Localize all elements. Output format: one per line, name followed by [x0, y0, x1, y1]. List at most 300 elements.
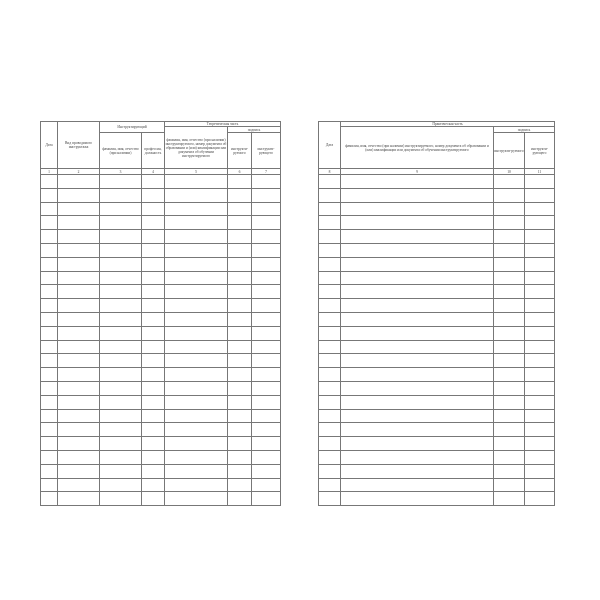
- table-row: [319, 381, 555, 395]
- table-row: [319, 395, 555, 409]
- table-cell: [58, 464, 100, 478]
- table-cell: [341, 257, 494, 271]
- table-cell: [525, 409, 555, 423]
- table-cell: [165, 271, 228, 285]
- table-cell: [165, 354, 228, 368]
- table-cell: [341, 437, 494, 451]
- date-header: Дата: [41, 122, 58, 169]
- table-cell: [58, 271, 100, 285]
- table-cell: [252, 326, 281, 340]
- table-cell: [494, 216, 525, 230]
- table-cell: [341, 354, 494, 368]
- table-cell: [525, 216, 555, 230]
- table-cell: [525, 299, 555, 313]
- table-cell: [341, 216, 494, 230]
- instructor-group-header: Инструктирующий: [100, 122, 165, 133]
- table-cell: [142, 271, 165, 285]
- table-cell: [319, 464, 341, 478]
- table-cell: [341, 299, 494, 313]
- table-row: [41, 409, 281, 423]
- table-cell: [142, 257, 165, 271]
- theory-part-header: Теоретическая часть: [165, 122, 281, 127]
- table-cell: [142, 312, 165, 326]
- table-cell: [142, 450, 165, 464]
- table-cell: [165, 175, 228, 189]
- table-cell: [100, 340, 142, 354]
- table-cell: [341, 285, 494, 299]
- table-cell: [58, 368, 100, 382]
- table-cell: [165, 230, 228, 244]
- table-cell: [228, 464, 252, 478]
- table-cell: [525, 464, 555, 478]
- table-cell: [341, 464, 494, 478]
- table-cell: [525, 243, 555, 257]
- table-cell: [100, 243, 142, 257]
- table-cell: [252, 285, 281, 299]
- table-cell: [252, 492, 281, 506]
- table-cell: [142, 340, 165, 354]
- table-cell: [41, 368, 58, 382]
- table-cell: [494, 312, 525, 326]
- table-row: [41, 188, 281, 202]
- table-cell: [341, 312, 494, 326]
- table-cell: [100, 409, 142, 423]
- table-cell: [252, 188, 281, 202]
- table-cell: [58, 312, 100, 326]
- table-cell: [165, 381, 228, 395]
- table-cell: [100, 285, 142, 299]
- table-cell: [100, 354, 142, 368]
- table-cell: [165, 368, 228, 382]
- table-row: [319, 464, 555, 478]
- table-cell: [41, 202, 58, 216]
- practice-log-rows: [319, 175, 555, 506]
- table-cell: [525, 478, 555, 492]
- col-number: 11: [525, 169, 555, 175]
- table-cell: [341, 368, 494, 382]
- table-row: [319, 243, 555, 257]
- table-cell: [100, 312, 142, 326]
- table-cell: [525, 381, 555, 395]
- theory-log-table: [40, 121, 281, 506]
- table-cell: [228, 271, 252, 285]
- table-cell: [100, 423, 142, 437]
- table-cell: [41, 257, 58, 271]
- table-cell: [319, 478, 341, 492]
- table-cell: [41, 312, 58, 326]
- table-row: [319, 478, 555, 492]
- table-cell: [494, 409, 525, 423]
- instruction-type-header: Вид проводимого инструктажа: [58, 122, 100, 169]
- table-row: [319, 340, 555, 354]
- table-cell: [142, 492, 165, 506]
- table-row: [319, 492, 555, 506]
- table-cell: [319, 271, 341, 285]
- table-row: [41, 478, 281, 492]
- table-cell: [41, 188, 58, 202]
- table-cell: [525, 326, 555, 340]
- table-cell: [41, 381, 58, 395]
- table-cell: [100, 299, 142, 313]
- table-cell: [494, 492, 525, 506]
- trainee-info-header: фамилия, имя, отчество (при наличии) инструктируемого, номер документа об образовании и (или) квалификации или документа об обучении инструктируемого: [165, 127, 228, 169]
- table-cell: [494, 299, 525, 313]
- table-cell: [252, 450, 281, 464]
- table-cell: [228, 395, 252, 409]
- table-row: [41, 450, 281, 464]
- table-row: [41, 368, 281, 382]
- table-cell: [100, 368, 142, 382]
- table-cell: [165, 423, 228, 437]
- table-cell: [341, 409, 494, 423]
- table-cell: [100, 395, 142, 409]
- table-cell: [165, 409, 228, 423]
- table-cell: [100, 271, 142, 285]
- table-row: [319, 299, 555, 313]
- table-cell: [341, 175, 494, 189]
- table-cell: [252, 271, 281, 285]
- table-cell: [494, 243, 525, 257]
- table-cell: [228, 450, 252, 464]
- table-row: [319, 175, 555, 189]
- table-cell: [341, 188, 494, 202]
- table-cell: [142, 368, 165, 382]
- table-cell: [252, 409, 281, 423]
- table-cell: [41, 409, 58, 423]
- table-cell: [494, 354, 525, 368]
- table-cell: [165, 299, 228, 313]
- table-cell: [252, 243, 281, 257]
- table-cell: [41, 271, 58, 285]
- table-row: [41, 299, 281, 313]
- table-cell: [525, 175, 555, 189]
- table-cell: [319, 188, 341, 202]
- table-cell: [41, 437, 58, 451]
- table-cell: [58, 188, 100, 202]
- table-cell: [165, 202, 228, 216]
- table-cell: [165, 257, 228, 271]
- table-cell: [165, 478, 228, 492]
- table-cell: [58, 450, 100, 464]
- table-cell: [525, 395, 555, 409]
- table-row: [319, 216, 555, 230]
- signature-group-header: подпись: [494, 127, 555, 133]
- table-cell: [494, 257, 525, 271]
- table-cell: [228, 381, 252, 395]
- table-cell: [494, 423, 525, 437]
- table-cell: [319, 450, 341, 464]
- instructor-name-header: фамилия, имя, отчество (при наличии): [100, 133, 142, 169]
- left-page: [40, 121, 280, 475]
- table-cell: [525, 354, 555, 368]
- table-row: [41, 230, 281, 244]
- table-cell: [525, 230, 555, 244]
- table-row: [41, 285, 281, 299]
- table-row: [319, 312, 555, 326]
- table-cell: [228, 478, 252, 492]
- table-cell: [58, 381, 100, 395]
- table-row: [41, 312, 281, 326]
- table-row: [41, 175, 281, 189]
- table-cell: [165, 285, 228, 299]
- table-cell: [319, 299, 341, 313]
- table-cell: [100, 188, 142, 202]
- col-number: 7: [252, 169, 281, 175]
- table-cell: [228, 368, 252, 382]
- table-cell: [228, 188, 252, 202]
- table-cell: [165, 464, 228, 478]
- table-cell: [41, 230, 58, 244]
- table-cell: [142, 409, 165, 423]
- table-cell: [142, 230, 165, 244]
- table-cell: [41, 299, 58, 313]
- table-cell: [41, 423, 58, 437]
- table-cell: [100, 257, 142, 271]
- table-cell: [165, 312, 228, 326]
- table-cell: [494, 202, 525, 216]
- table-cell: [228, 230, 252, 244]
- table-cell: [252, 464, 281, 478]
- table-cell: [41, 478, 58, 492]
- table-cell: [58, 395, 100, 409]
- table-cell: [100, 478, 142, 492]
- table-row: [41, 395, 281, 409]
- practical-part-header: Практическая часть: [341, 122, 555, 127]
- table-cell: [41, 326, 58, 340]
- table-cell: [525, 437, 555, 451]
- table-cell: [494, 340, 525, 354]
- table-cell: [494, 395, 525, 409]
- table-cell: [494, 478, 525, 492]
- instructor-position-header: профессия, должность: [142, 133, 165, 169]
- table-row: [41, 437, 281, 451]
- table-cell: [252, 354, 281, 368]
- table-cell: [58, 243, 100, 257]
- table-cell: [41, 450, 58, 464]
- table-cell: [494, 368, 525, 382]
- table-cell: [319, 423, 341, 437]
- table-cell: [341, 478, 494, 492]
- table-cell: [341, 450, 494, 464]
- table-cell: [58, 175, 100, 189]
- table-cell: [100, 216, 142, 230]
- table-cell: [100, 492, 142, 506]
- table-cell: [252, 230, 281, 244]
- table-row: [319, 230, 555, 244]
- col-number: 1: [41, 169, 58, 175]
- table-row: [41, 354, 281, 368]
- table-cell: [228, 312, 252, 326]
- table-cell: [228, 202, 252, 216]
- table-cell: [100, 230, 142, 244]
- table-cell: [525, 368, 555, 382]
- table-cell: [319, 312, 341, 326]
- table-cell: [228, 216, 252, 230]
- table-row: [41, 243, 281, 257]
- table-cell: [494, 381, 525, 395]
- table-cell: [319, 368, 341, 382]
- table-cell: [142, 188, 165, 202]
- table-cell: [58, 299, 100, 313]
- table-cell: [58, 216, 100, 230]
- table-cell: [228, 285, 252, 299]
- table-cell: [165, 492, 228, 506]
- table-cell: [228, 354, 252, 368]
- table-cell: [252, 257, 281, 271]
- table-cell: [228, 492, 252, 506]
- table-cell: [252, 437, 281, 451]
- table-cell: [58, 492, 100, 506]
- table-cell: [165, 450, 228, 464]
- table-cell: [165, 340, 228, 354]
- table-cell: [525, 257, 555, 271]
- right-page: [318, 121, 554, 475]
- sig-instructed-header: инструкти-руемого: [494, 133, 525, 169]
- table-cell: [525, 271, 555, 285]
- table-cell: [142, 464, 165, 478]
- table-cell: [252, 340, 281, 354]
- table-cell: [100, 202, 142, 216]
- table-cell: [58, 326, 100, 340]
- sig-instructed-header: инструкти-руемого: [228, 133, 252, 169]
- table-cell: [319, 175, 341, 189]
- table-cell: [252, 202, 281, 216]
- table-cell: [228, 243, 252, 257]
- table-cell: [319, 409, 341, 423]
- sig-instructing-header: инструкти-рующего: [252, 133, 281, 169]
- table-cell: [41, 285, 58, 299]
- table-row: [41, 326, 281, 340]
- table-cell: [341, 395, 494, 409]
- table-cell: [252, 368, 281, 382]
- table-cell: [142, 423, 165, 437]
- table-cell: [100, 175, 142, 189]
- table-cell: [319, 326, 341, 340]
- table-row: [319, 423, 555, 437]
- table-cell: [319, 202, 341, 216]
- table-cell: [252, 423, 281, 437]
- table-cell: [228, 437, 252, 451]
- table-cell: [252, 381, 281, 395]
- table-cell: [525, 285, 555, 299]
- table-cell: [341, 243, 494, 257]
- table-cell: [494, 437, 525, 451]
- table-cell: [165, 188, 228, 202]
- table-cell: [58, 478, 100, 492]
- table-cell: [525, 188, 555, 202]
- table-cell: [252, 216, 281, 230]
- table-cell: [228, 409, 252, 423]
- table-cell: [58, 354, 100, 368]
- table-cell: [341, 326, 494, 340]
- table-cell: [58, 437, 100, 451]
- table-cell: [142, 216, 165, 230]
- table-row: [319, 354, 555, 368]
- table-cell: [142, 285, 165, 299]
- table-cell: [525, 450, 555, 464]
- table-cell: [525, 312, 555, 326]
- table-cell: [494, 271, 525, 285]
- date-header: Дата: [319, 122, 341, 169]
- table-cell: [341, 492, 494, 506]
- table-cell: [142, 243, 165, 257]
- table-cell: [142, 326, 165, 340]
- trainee-info-header: фамилия, имя, отчество (при наличии) инструктируемого, номер документа об образовании и (или) квалификации или документа об обучении инструктируемого: [341, 127, 494, 169]
- table-cell: [58, 202, 100, 216]
- table-row: [41, 492, 281, 506]
- table-cell: [494, 230, 525, 244]
- table-cell: [100, 464, 142, 478]
- table-cell: [525, 340, 555, 354]
- table-cell: [228, 175, 252, 189]
- table-cell: [319, 437, 341, 451]
- table-cell: [319, 354, 341, 368]
- table-cell: [142, 175, 165, 189]
- table-cell: [58, 409, 100, 423]
- table-cell: [41, 340, 58, 354]
- table-cell: [228, 299, 252, 313]
- practice-log-table: [318, 121, 555, 506]
- table-cell: [165, 243, 228, 257]
- table-cell: [494, 188, 525, 202]
- table-cell: [341, 423, 494, 437]
- table-cell: [100, 437, 142, 451]
- table-cell: [165, 216, 228, 230]
- table-cell: [142, 299, 165, 313]
- table-cell: [142, 354, 165, 368]
- table-cell: [319, 395, 341, 409]
- table-cell: [228, 340, 252, 354]
- table-cell: [319, 285, 341, 299]
- table-cell: [142, 478, 165, 492]
- table-cell: [228, 257, 252, 271]
- table-row: [319, 285, 555, 299]
- table-row: [319, 202, 555, 216]
- table-row: [319, 326, 555, 340]
- table-cell: [494, 285, 525, 299]
- table-cell: [100, 381, 142, 395]
- table-row: [319, 450, 555, 464]
- table-cell: [319, 381, 341, 395]
- table-row: [41, 271, 281, 285]
- table-cell: [142, 381, 165, 395]
- table-cell: [252, 395, 281, 409]
- table-cell: [142, 395, 165, 409]
- table-cell: [100, 450, 142, 464]
- table-cell: [341, 340, 494, 354]
- table-cell: [41, 395, 58, 409]
- table-cell: [100, 326, 142, 340]
- table-cell: [525, 202, 555, 216]
- table-cell: [41, 175, 58, 189]
- table-cell: [525, 492, 555, 506]
- table-cell: [319, 492, 341, 506]
- table-row: [41, 381, 281, 395]
- table-cell: [319, 230, 341, 244]
- table-cell: [41, 492, 58, 506]
- table-cell: [252, 312, 281, 326]
- signature-group-header: подпись: [228, 127, 281, 133]
- col-number: 3: [100, 169, 142, 175]
- table-cell: [58, 257, 100, 271]
- table-row: [41, 464, 281, 478]
- table-cell: [341, 202, 494, 216]
- table-cell: [58, 285, 100, 299]
- table-cell: [494, 450, 525, 464]
- table-row: [41, 423, 281, 437]
- table-cell: [494, 326, 525, 340]
- table-row: [319, 188, 555, 202]
